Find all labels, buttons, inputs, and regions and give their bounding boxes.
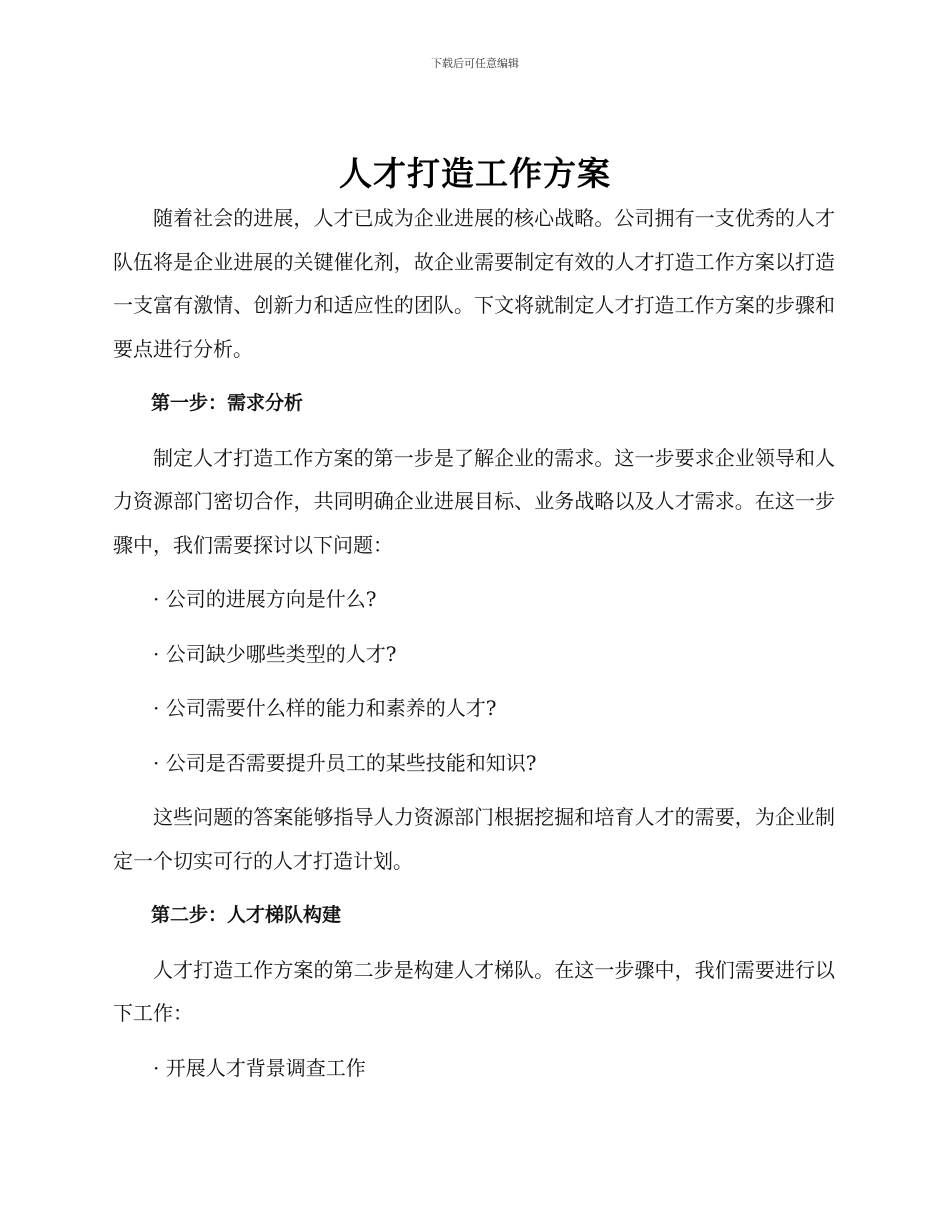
step1-heading: 第一步：需求分析 — [151, 392, 304, 414]
list-item: · 公司是否需要提升员工的某些技能和知识? — [153, 750, 537, 775]
step1-paragraph: 制定人才打造工作方案的第一步是了解企业的需求。这一步要求企业领导和人力资源部门密切合作，共同明确企业进展目标、业务战略以及人才需求。在这一步骤中，我们需要探讨以下问题： — [113, 445, 835, 557]
list-item: · 开展人才背景调查工作 — [153, 1055, 366, 1080]
step1-conclusion: 这些问题的答案能够指导人力资源部门根据挖掘和培育人才的需要，为企业制定一个切实可行的人才打造计划。 — [113, 805, 835, 873]
header-note: 下载后可任意编辑 — [431, 57, 519, 70]
step2-heading: 第二步：人才梯队构建 — [151, 904, 342, 926]
intro-paragraph: 随着社会的进展，人才已成为企业进展的核心战略。公司拥有一支优秀的人才队伍将是企业进展的关键催化剂，故企业需要制定有效的人才打造工作方案以打造一支富有激情、创新力和适应性的团队。下文将就制定人才打造工作方案的步骤和要点进行分析。 — [113, 206, 835, 361]
document-title: 人才打造工作方案 — [339, 154, 611, 193]
list-item: · 公司缺少哪些类型的人才? — [153, 641, 397, 666]
step2-paragraph: 人才打造工作方案的第二步是构建人才梯队。在这一步骤中，我们需要进行以下工作： — [113, 957, 835, 1025]
list-item: · 公司的进展方向是什么? — [153, 587, 377, 611]
document-body — [113, 197, 835, 1090]
list-item: · 公司需要什么样的能力和素养的人才? — [153, 696, 497, 720]
